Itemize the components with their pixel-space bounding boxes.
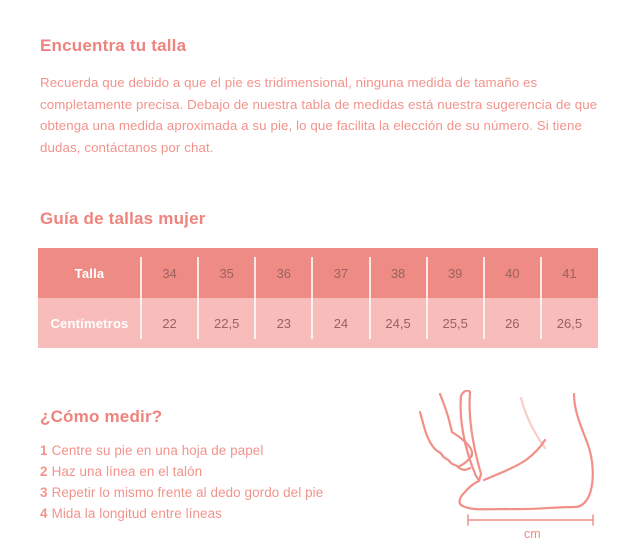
toe-path [460,481,479,505]
wrist-top-path [440,394,452,432]
shin-faint-path [521,398,545,448]
cm-value: 23 [255,298,312,348]
step-text: Haz una línea en el talón [51,464,203,479]
instep-path [484,440,545,480]
foot-measuring-svg [418,390,610,552]
cm-value: 25,5 [427,298,484,348]
cm-unit-label: cm [524,527,541,541]
step-number: 3 [40,485,48,500]
size-value: 35 [198,248,255,298]
cm-value: 24 [312,298,369,348]
step-text: Repetir lo mismo frente al dedo gordo del pie [51,485,324,500]
cm-value: 26,5 [541,298,598,348]
centimeters-row-label: Centímetros [50,315,129,331]
foot-measuring-illustration [418,390,610,552]
how-to-measure-title: ¿Cómo medir? [40,407,163,426]
step-text: Mida la longitud entre líneas [51,506,222,521]
step-number: 4 [40,506,48,521]
cm-value: 24,5 [370,298,427,348]
women-size-table [38,248,598,348]
size-value: 37 [312,248,369,298]
step-number: 2 [40,464,48,479]
size-value: 36 [255,248,312,298]
find-size-title: Encuentra tu talla [40,36,187,55]
size-value: 41 [541,248,598,298]
cm-value: 26 [484,298,541,348]
heel-leg-path [574,394,593,498]
pencil-top-path [461,391,470,396]
finger-path [452,432,472,457]
measure-line [468,515,593,525]
size-value: 39 [427,248,484,298]
cm-value: 22 [141,298,198,348]
size-value: 40 [484,248,541,298]
step-number: 1 [40,443,48,458]
step-text: Centre su pie en una hoja de papel [51,443,264,458]
size-table-header-row [38,248,598,298]
cm-value: 22,5 [198,298,255,348]
sole-path [461,498,588,509]
size-guide-title: Guía de tallas mujer [40,209,206,228]
size-value: 34 [141,248,198,298]
size-row-label: Talla [74,265,105,281]
centimeters-row [38,298,598,348]
size-value: 38 [370,248,427,298]
find-size-intro-text: Recuerda que debido a que el pie es tridimensional, ninguna medida de tamaño es completamente precisa. Debajo de nuestra tabla de medidas está nuestra sugerencia de que obtenga una medida aproximada a su pie, lo que facilita la elección de su número. Si tiene dudas, contáctanos por chat. [40,75,598,155]
